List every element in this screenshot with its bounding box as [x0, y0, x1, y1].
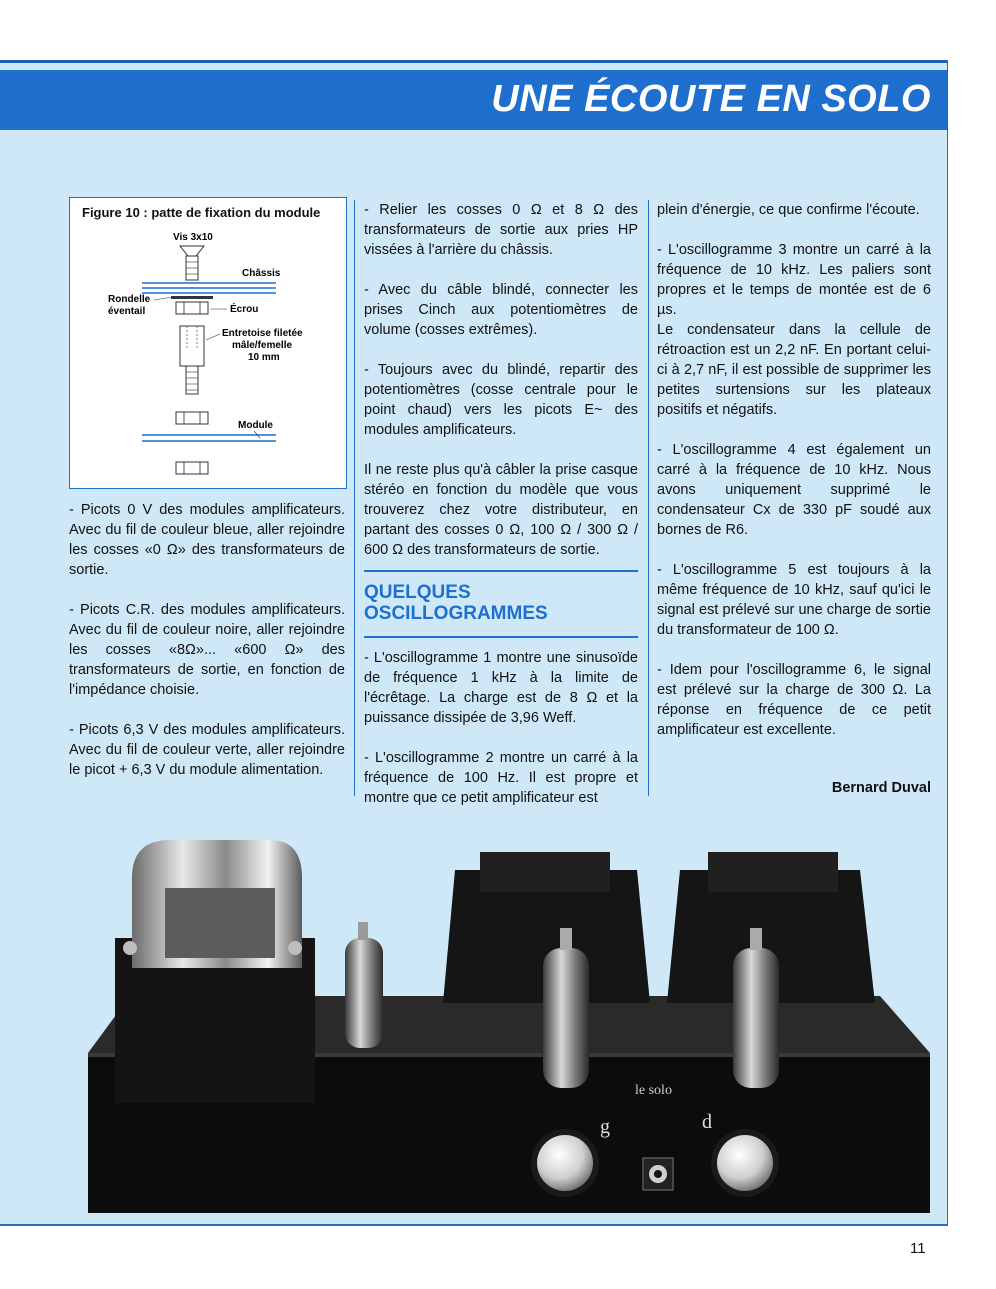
nut-bottom: [176, 462, 208, 474]
nut-lower: [176, 412, 208, 424]
label-entretoise-2: mâle/femelle: [232, 340, 293, 351]
paragraph: - Picots 6,3 V des modules amplificateurs. Avec du fil de couleur verte, aller rejoindre le picot + 6,3 V du module alimentation.: [69, 722, 345, 778]
paragraph: - L'oscillogramme 2 montre un carré à la fréquence de 100 Hz. Il est propre et montre que ce petit amplificateur est: [364, 750, 638, 806]
label-right-channel: d: [702, 1111, 712, 1133]
heading-line: OSCILLOGRAMMES: [364, 603, 548, 624]
paragraph: - Relier les cosses 0 Ω et 8 Ω des transformateurs de sortie aux pries HP vissées à l'arrière du châssis.: [364, 202, 638, 258]
label-chassis: Châssis: [242, 268, 281, 279]
bottom-rule: [0, 1224, 947, 1226]
paragraph: Il ne reste plus qu'à câbler la prise casque stéréo en fonction du modèle que vous trouverez chez votre distributeur, en partant des cosses 0 Ω, 100 Ω / 300 Ω / 600 Ω des transformateurs de sortie.: [364, 462, 638, 558]
heading-line: QUELQUES: [364, 582, 471, 603]
paragraph: - L'oscillogramme 1 montre une sinusoïde de fréquence 1 kHz à la limite de l'écrêtage. La charge est de 8 Ω et la puissance dissipée de 3,96 Weff.: [364, 650, 638, 726]
section-rule: [364, 636, 638, 638]
header-banner: [0, 70, 947, 130]
page-title: UNE ÉCOUTE EN SOLO: [491, 78, 931, 120]
label-entretoise-3: 10 mm: [248, 352, 280, 363]
column-middle: [364, 200, 638, 828]
author: Bernard Duval: [831, 780, 931, 796]
paragraph: - L'oscillogramme 3 montre un carré à la fréquence de 10 kHz. Les paliers sont propres et le temps de montée est de 6 µs.: [657, 242, 931, 318]
mounting-diagram: [70, 226, 346, 486]
figure-title: Figure 10 : patte de fixation du module: [82, 205, 321, 220]
power-tube-right: [733, 948, 779, 1088]
section-rule: [364, 570, 638, 572]
paragraph: - Picots 0 V des modules amplificateurs. Avec du fil de couleur bleue, aller rejoindre les cosses «0 Ω» des transformateurs de sortie.: [69, 502, 345, 578]
amplifier-photo: [60, 818, 940, 1218]
preamp-tube: [345, 938, 383, 1048]
page-number: 11: [910, 1240, 926, 1257]
paragraph: - L'oscillogramme 4 est également un carré à la fréquence de 10 kHz. Nous avons uniquement supprimé le condensateur Cx de 330 pF soudé aux bornes de R6.: [657, 442, 931, 538]
column-left: [69, 500, 345, 800]
volume-knob-left: [537, 1135, 593, 1191]
paragraph: - Idem pour l'oscillogramme 6, le signal est prélevé sur la charge de 300 Ω. La réponse en fréquence de ce petit amplificateur est excellente.: [657, 662, 931, 738]
top-rule: [0, 60, 947, 63]
paragraph: Le condensateur dans la cellule de rétroaction est un 2,2 nF. En portant celui-ci à 2,7 nF, il est possible de supprimer les petites surtensions sur les plateaux positifs et négatifs.: [657, 322, 931, 418]
label-left-channel: g: [600, 1116, 610, 1138]
nut: [176, 302, 208, 314]
washer: [171, 296, 213, 299]
label-ecrou: Écrou: [230, 304, 259, 315]
paragraph: - Avec du câble blindé, connecter les prises Cinch aux potentiomètres de volume (cosses extrêmes).: [364, 282, 638, 338]
screw-head: [180, 246, 204, 256]
paragraph: plein d'énergie, ce que confirme l'écoute.: [657, 202, 920, 218]
paragraph: - L'oscillogramme 5 est toujours à la même fréquence de 10 kHz, sauf qu'ici le signal est prélevé sur une charge de sortie du transformateur de 100 Ω.: [657, 562, 931, 638]
volume-knob-right: [717, 1135, 773, 1191]
section-heading: [364, 582, 638, 624]
label-entretoise-1: Entretoise filetée: [222, 328, 303, 339]
label-rondelle-1: Rondelle: [108, 294, 151, 305]
paragraph: - Toujours avec du blindé, repartir des potentiomètres (cosse centrale pour le point chaud) vers les picots E~ des modules amplificateurs.: [364, 362, 638, 438]
figure-box: [69, 197, 347, 489]
paragraph: - Picots C.R. des modules amplificateurs. Avec du fil de couleur noire, aller rejoindre les cosses «8Ω»... «600 Ω» des transformateurs de sortie, en fonction de l'impédance choisie.: [69, 602, 345, 698]
label-rondelle-2: éventail: [108, 306, 146, 317]
label-vis: Vis 3x10: [173, 232, 213, 243]
standoff: [180, 326, 204, 366]
faceplate-brand: le solo: [635, 1083, 672, 1098]
column-divider: [648, 200, 649, 796]
power-tube-left: [543, 948, 589, 1088]
column-divider: [354, 200, 355, 796]
label-module: Module: [238, 420, 273, 431]
column-right: [657, 200, 931, 760]
